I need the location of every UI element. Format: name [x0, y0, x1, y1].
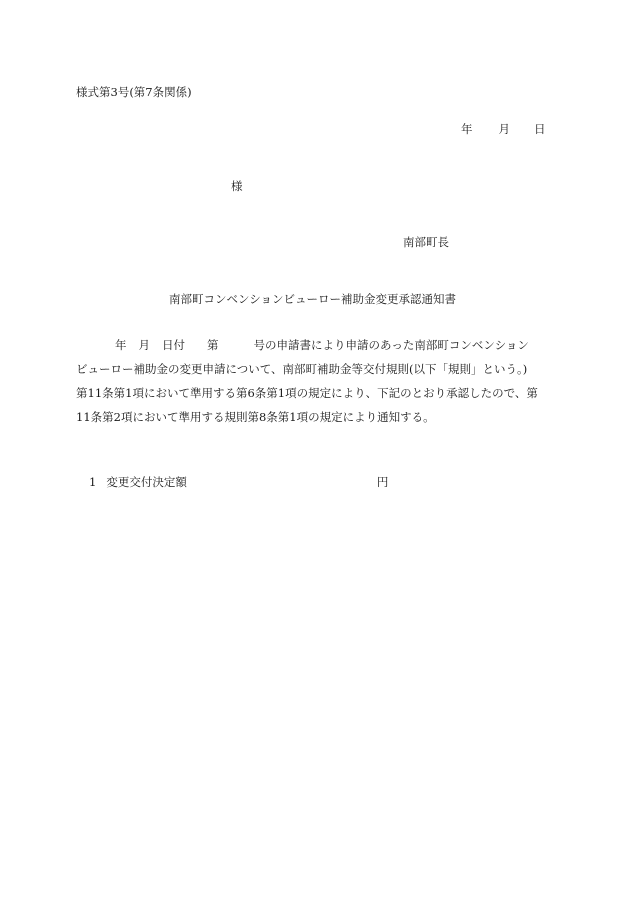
sender-name: 南部町長 — [403, 235, 449, 249]
item-unit: 円 — [376, 475, 389, 489]
addressee-honorific: 様 — [231, 179, 243, 193]
date-year-label: 年 — [461, 122, 473, 136]
document-title: 南部町コンベンションビューロー補助金変更承認通知書 — [169, 292, 456, 306]
body-line-2: ビューロー補助金の変更申請について、南部町補助金等交付規則(以下「規則」という。) — [76, 362, 528, 376]
item-label: 変更交付決定額 — [106, 475, 187, 489]
body-line-1-text: 号の申請書により申請のあった南部町コンベンション — [253, 338, 529, 352]
body-date-label: 日付 — [162, 338, 185, 352]
body-line-3: 第11条第1項において準用する第6条第1項の規定により、下記のとおり承認したので、第 — [76, 386, 538, 400]
body-line-1 — [76, 333, 558, 357]
body-line-4: 11条第2項において準用する規則第8条第1項の規定により通知する。 — [76, 410, 435, 424]
date-month-label: 月 — [498, 122, 510, 136]
item-change-amount — [89, 477, 388, 489]
body-paragraph — [76, 333, 558, 429]
item-number: 1 — [89, 475, 97, 489]
date-line — [461, 124, 546, 136]
body-month-label: 月 — [138, 338, 150, 352]
body-number-prefix: 第 — [207, 338, 219, 352]
body-year-label: 年 — [115, 338, 127, 352]
date-day-label: 日 — [534, 122, 546, 136]
form-number: 様式第3号(第7条関係) — [76, 85, 192, 99]
